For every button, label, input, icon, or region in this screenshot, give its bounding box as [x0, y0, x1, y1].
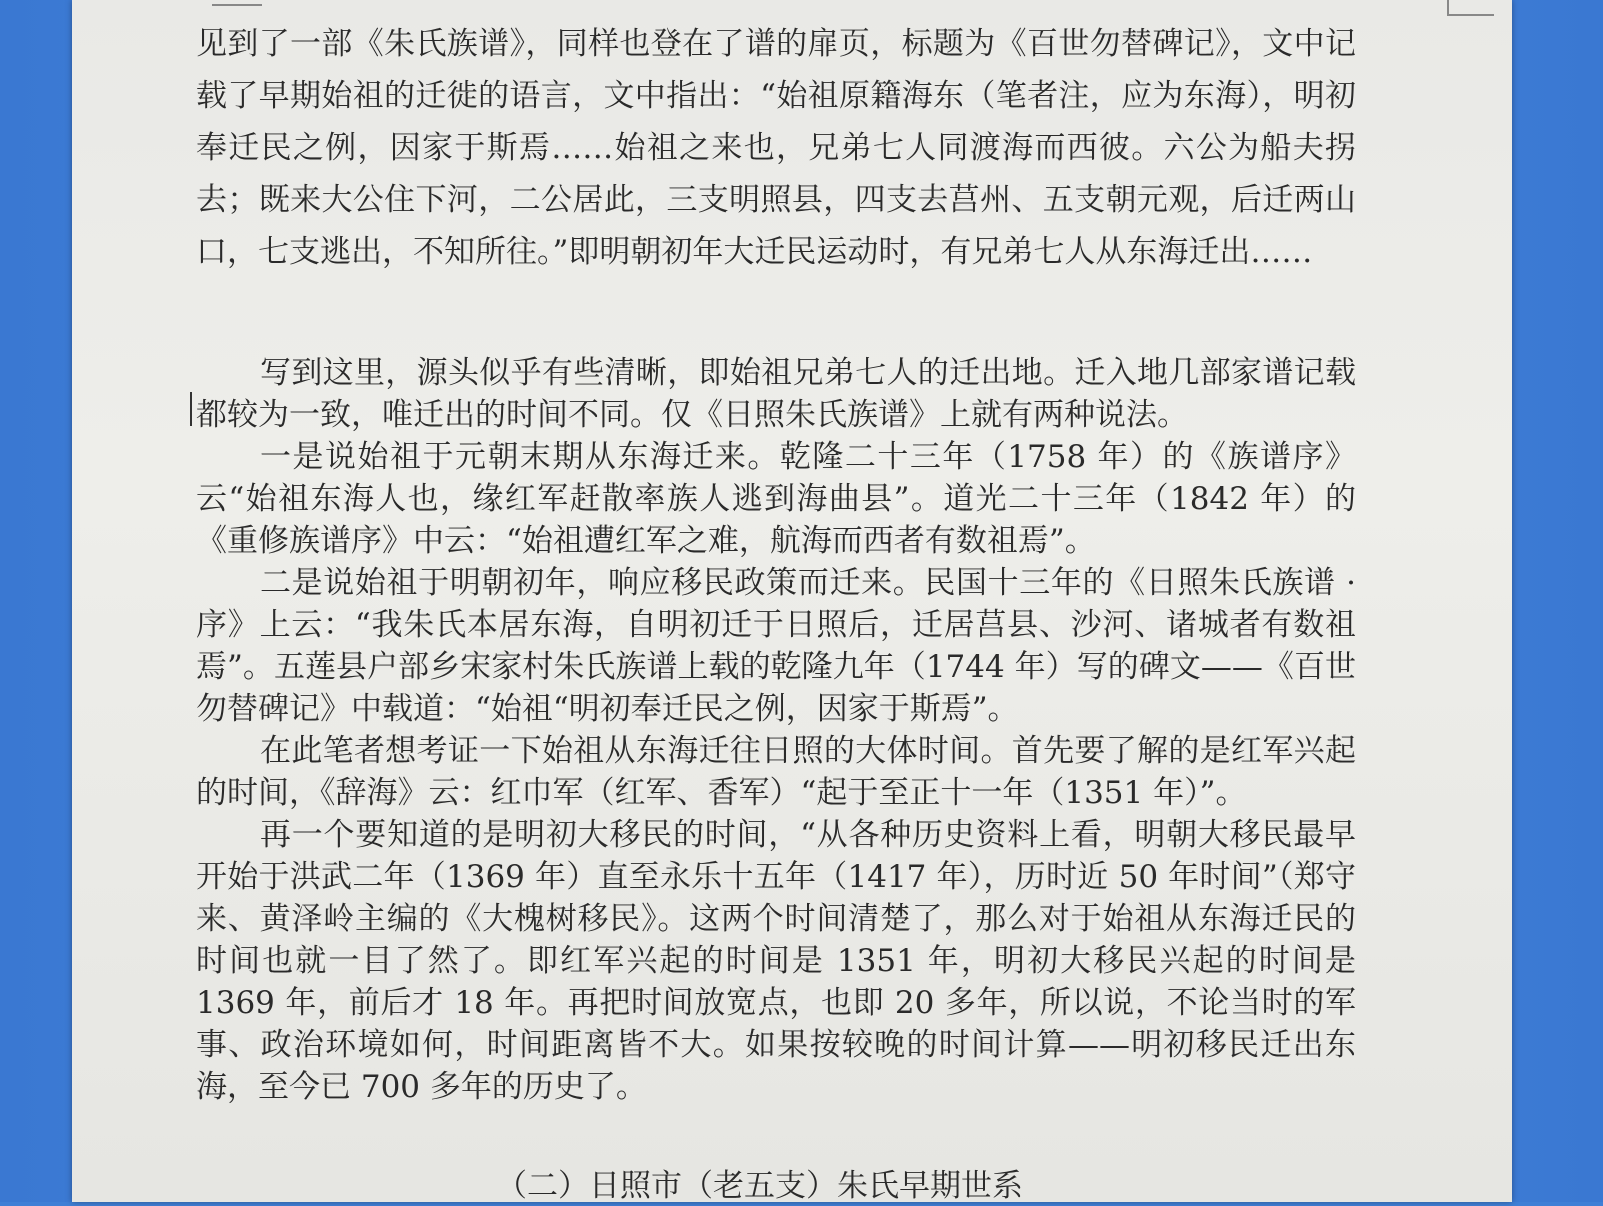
- paragraph-2: 写到这里，源头似乎有些清晰，即始祖兄弟七人的迁出地。迁入地几部家谱记载都较为一致，唯迁出的时间不同。仅《日照朱氏族谱》上就有两种说法。: [196, 355, 1356, 433]
- paragraph-1: 见到了一部《朱氏族谱》，同样也登在了谱的扉页，标题为《百世勿替碑记》，文中记载了早期始祖的迁徙的语言，文中指出：“始祖原籍海东（笔者注，应为东海），明初奉迁民之例，因家于斯焉……始祖之来也，兄弟七人同渡海而西彼。六公为船夫拐去；既来大公住下河，二公居此，三支明照县，四支去莒州、五支朝元观，后迁两山口，七支逃出，不知所往。”即明朝初年大迁民运动时，有兄弟七人从东海迁出……: [196, 26, 1356, 270]
- page-corner-mark-right: [1447, 0, 1494, 16]
- paragraph-6: 再一个要知道的是明初大移民的时间，“从各种历史资料上看，明朝大移民最早开始于洪武二年（1369 年）直至永乐十五年（1417 年），历时近 50 年时间”（郑守来、黄泽岭主编的《大槐树移民》。这两个时间清楚了，那么对于始祖从东海迁民的时间也就一目了然了。即红军兴起的时间是 1351 年，明初大移民兴起的时间是 1369 年，前后才 18 年。再把时间放宽点，也即 20 多年，所以说，不论当时的军事、政治环境如何，时间距离皆不大。如果按较晚的时间计算——明初移民迁出东海，至今已 700 多年的历史了。: [196, 817, 1356, 1105]
- paragraph-3: 一是说始祖于元朝末期从东海迁来。乾隆二十三年（1758 年）的《族谱序》云“始祖东海人也，缘红军赶散率族人逃到海曲县”。道光二十三年（1842 年）的《重修族谱序》中云：“始祖遭红军之难，航海而西者有数祖焉”。: [196, 439, 1356, 559]
- main-body: [196, 352, 1356, 1108]
- page-corner-mark-left: [212, 0, 262, 6]
- paragraph-genealogy-quote: [196, 18, 1356, 278]
- paragraph-4: 二是说始祖于明朝初年，响应移民政策而迁来。民国十三年的《日照朱氏族谱 · 序》上云：“我朱氏本居东海，自明初迁于日照后，迁居莒县、沙河、诸城者有数祖焉”。五莲县户部乡宋家村朱氏族谱上载的乾隆九年（1744 年）写的碑文——《百世勿替碑记》中载道：“始祖“明初奉迁民之例，因家于斯焉”。: [196, 565, 1356, 727]
- section-heading: （二）日照市（老五支）朱氏早期世系: [496, 1168, 1023, 1204]
- paragraph-5: 在此笔者想考证一下始祖从东海迁往日照的大体时间。首先要了解的是红军兴起的时间，《辞海》云：红巾军（红军、香军）“起于至正十一年（1351 年）”。: [196, 733, 1356, 811]
